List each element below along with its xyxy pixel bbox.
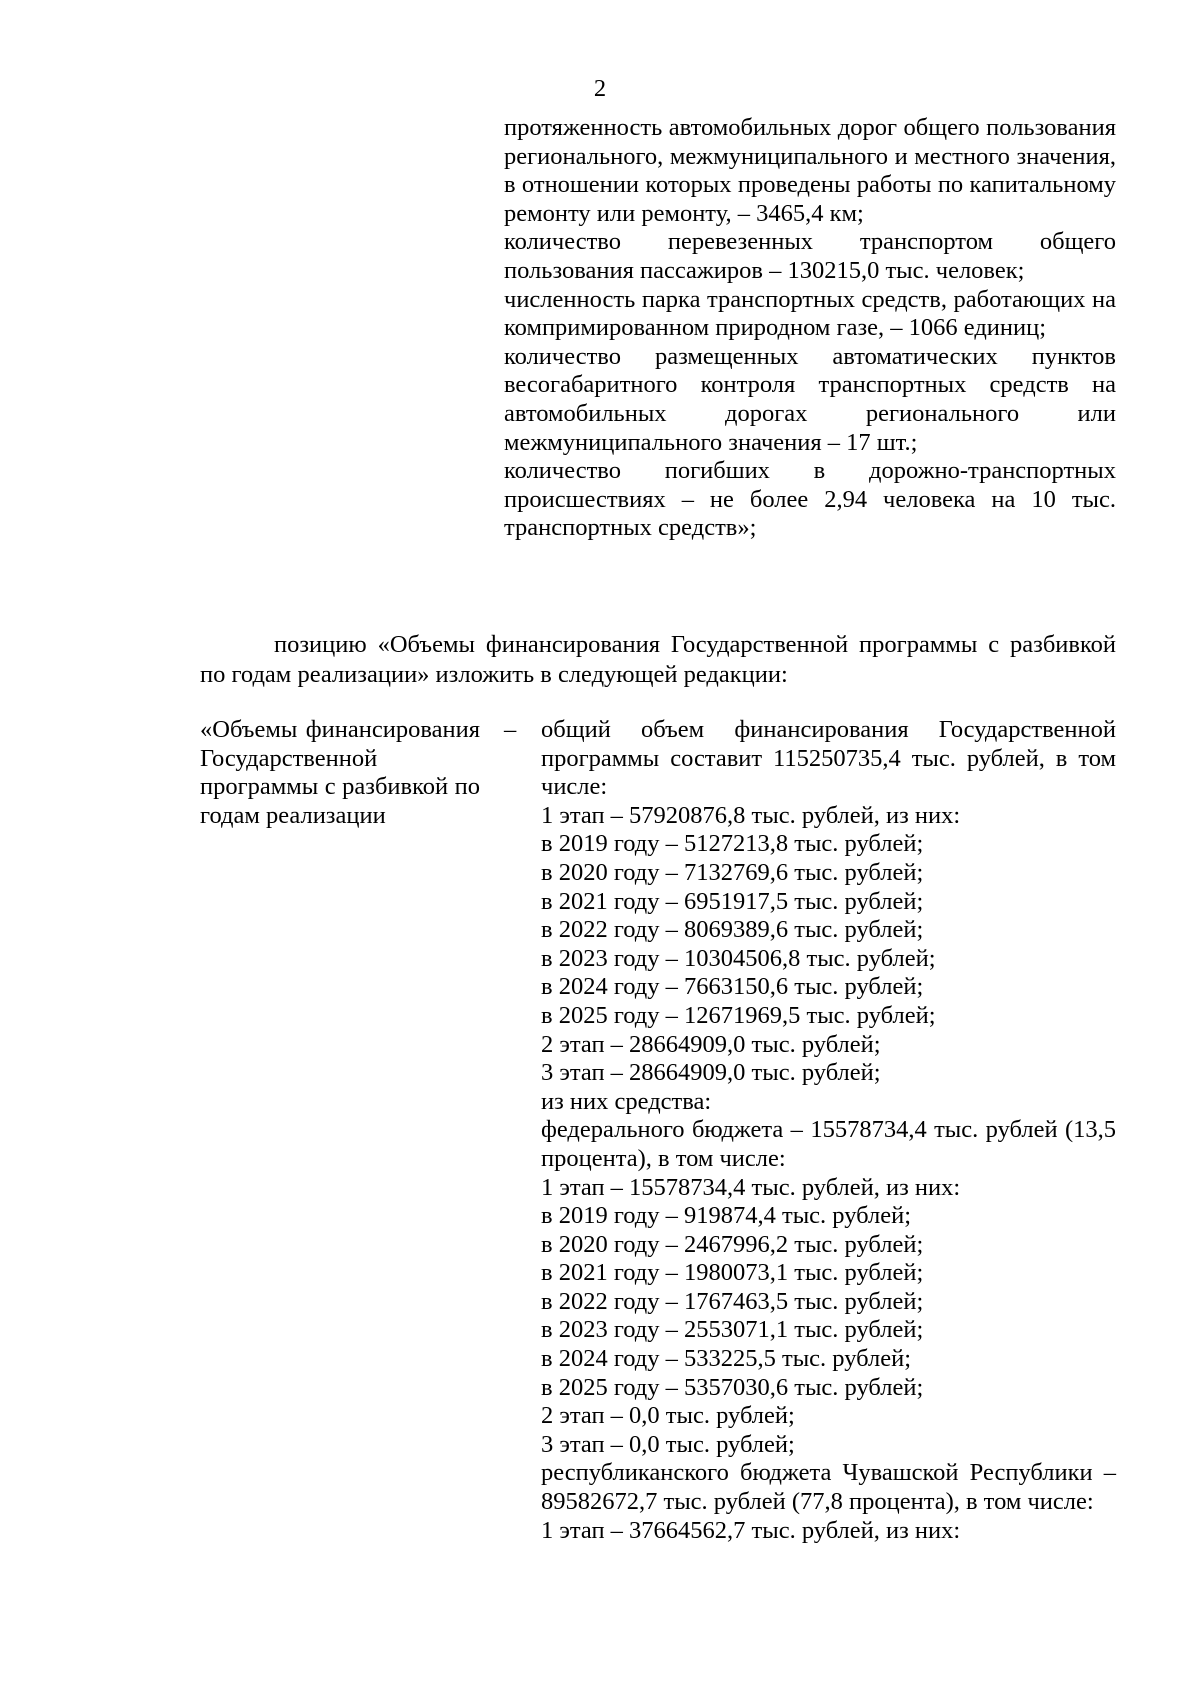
financing-line: в 2024 году – 533225,5 тыс. рублей; xyxy=(541,1345,912,1373)
financing-line: в 2025 году – 5357030,6 тыс. рублей; xyxy=(541,1373,924,1401)
intro-paragraph: позицию «Объемы финансирования Государственной программы с разбивкой по годам реализации» изложить в следующей редакции: xyxy=(200,631,1116,688)
financing-line: в 2020 году – 7132769,6 тыс. рублей; xyxy=(541,858,924,886)
financing-line: 2 этап – 28664909,0 тыс. рублей; xyxy=(541,1030,881,1058)
financing-line: в 2019 году – 5127213,8 тыс. рублей; xyxy=(541,830,924,858)
indicator-road-repair: протяженность автомобильных дорог общего пользования регионального, межмуниципального и местного значения, в отношении которых проведены работы по капитальному ремонту или ремонту, – 3465,4 км; xyxy=(504,114,1116,227)
financing-line: в 2021 году – 1980073,1 тыс. рублей; xyxy=(541,1259,924,1287)
indicator-road-deaths: количество погибших в дорожно-транспортных происшествиях – не более 2,94 человека на 10 тыс. транспортных средств»; xyxy=(504,457,1116,542)
financing-details xyxy=(541,716,1116,1545)
indicators-list xyxy=(504,114,1116,543)
page-number: 2 xyxy=(593,75,607,102)
financing-line: из них средства: xyxy=(541,1087,712,1115)
financing-line: в 2019 году – 919874,4 тыс. рублей; xyxy=(541,1202,912,1230)
financing-line: 3 этап – 28664909,0 тыс. рублей; xyxy=(541,1059,881,1087)
federal-budget-line: федерального бюджета – 15578734,4 тыс. рублей (13,5 процента), в том числе: xyxy=(541,1116,1116,1172)
financing-line: 3 этап – 0,0 тыс. рублей; xyxy=(541,1430,795,1458)
republican-budget-line: республиканского бюджета Чувашской Республики – 89582672,7 тыс. рублей (77,8 процента), в том числе: xyxy=(541,1459,1116,1516)
financing-total: общий объем финансирования Государственной программы составит 115250735,4 тыс. рублей, в том числе: xyxy=(541,716,1116,801)
financing-line: 2 этап – 0,0 тыс. рублей; xyxy=(541,1402,795,1430)
financing-line: в 2020 году – 2467996,2 тыс. рублей; xyxy=(541,1230,924,1258)
indicator-passengers: количество перевезенных транспортом общего пользования пассажиров – 130215,0 тыс. человек; xyxy=(504,228,1116,284)
financing-line: 1 этап – 37664562,7 тыс. рублей, из них: xyxy=(541,1516,961,1544)
financing-line: 1 этап – 57920876,8 тыс. рублей, из них: xyxy=(541,801,961,829)
position-label: «Объемы финансирования Государственной программы с разбивкой по годам реализации xyxy=(200,716,480,829)
financing-line: в 2022 году – 8069389,6 тыс. рублей; xyxy=(541,916,924,944)
financing-line: в 2022 году – 1767463,5 тыс. рублей; xyxy=(541,1287,924,1315)
financing-line: 1 этап – 15578734,4 тыс. рублей, из них: xyxy=(541,1173,961,1201)
indicator-weight-control-points: количество размещенных автоматических пунктов весогабаритного контроля транспортных средств на автомобильных дорогах регионального или межмуниципального значения – 17 шт.; xyxy=(504,342,1116,456)
financing-line: в 2025 году – 12671969,5 тыс. рублей; xyxy=(541,1001,936,1029)
financing-line: в 2023 году – 2553071,1 тыс. рублей; xyxy=(541,1316,924,1344)
indicator-cng-fleet: численность парка транспортных средств, работающих на компримированном природном газе, – 1066 единиц; xyxy=(504,285,1116,342)
financing-line: в 2021 году – 6951917,5 тыс. рублей; xyxy=(541,887,924,915)
financing-line: в 2023 году – 10304506,8 тыс. рублей; xyxy=(541,944,936,972)
position-dash: – xyxy=(504,716,517,743)
financing-line: в 2024 году – 7663150,6 тыс. рублей; xyxy=(541,973,924,1001)
